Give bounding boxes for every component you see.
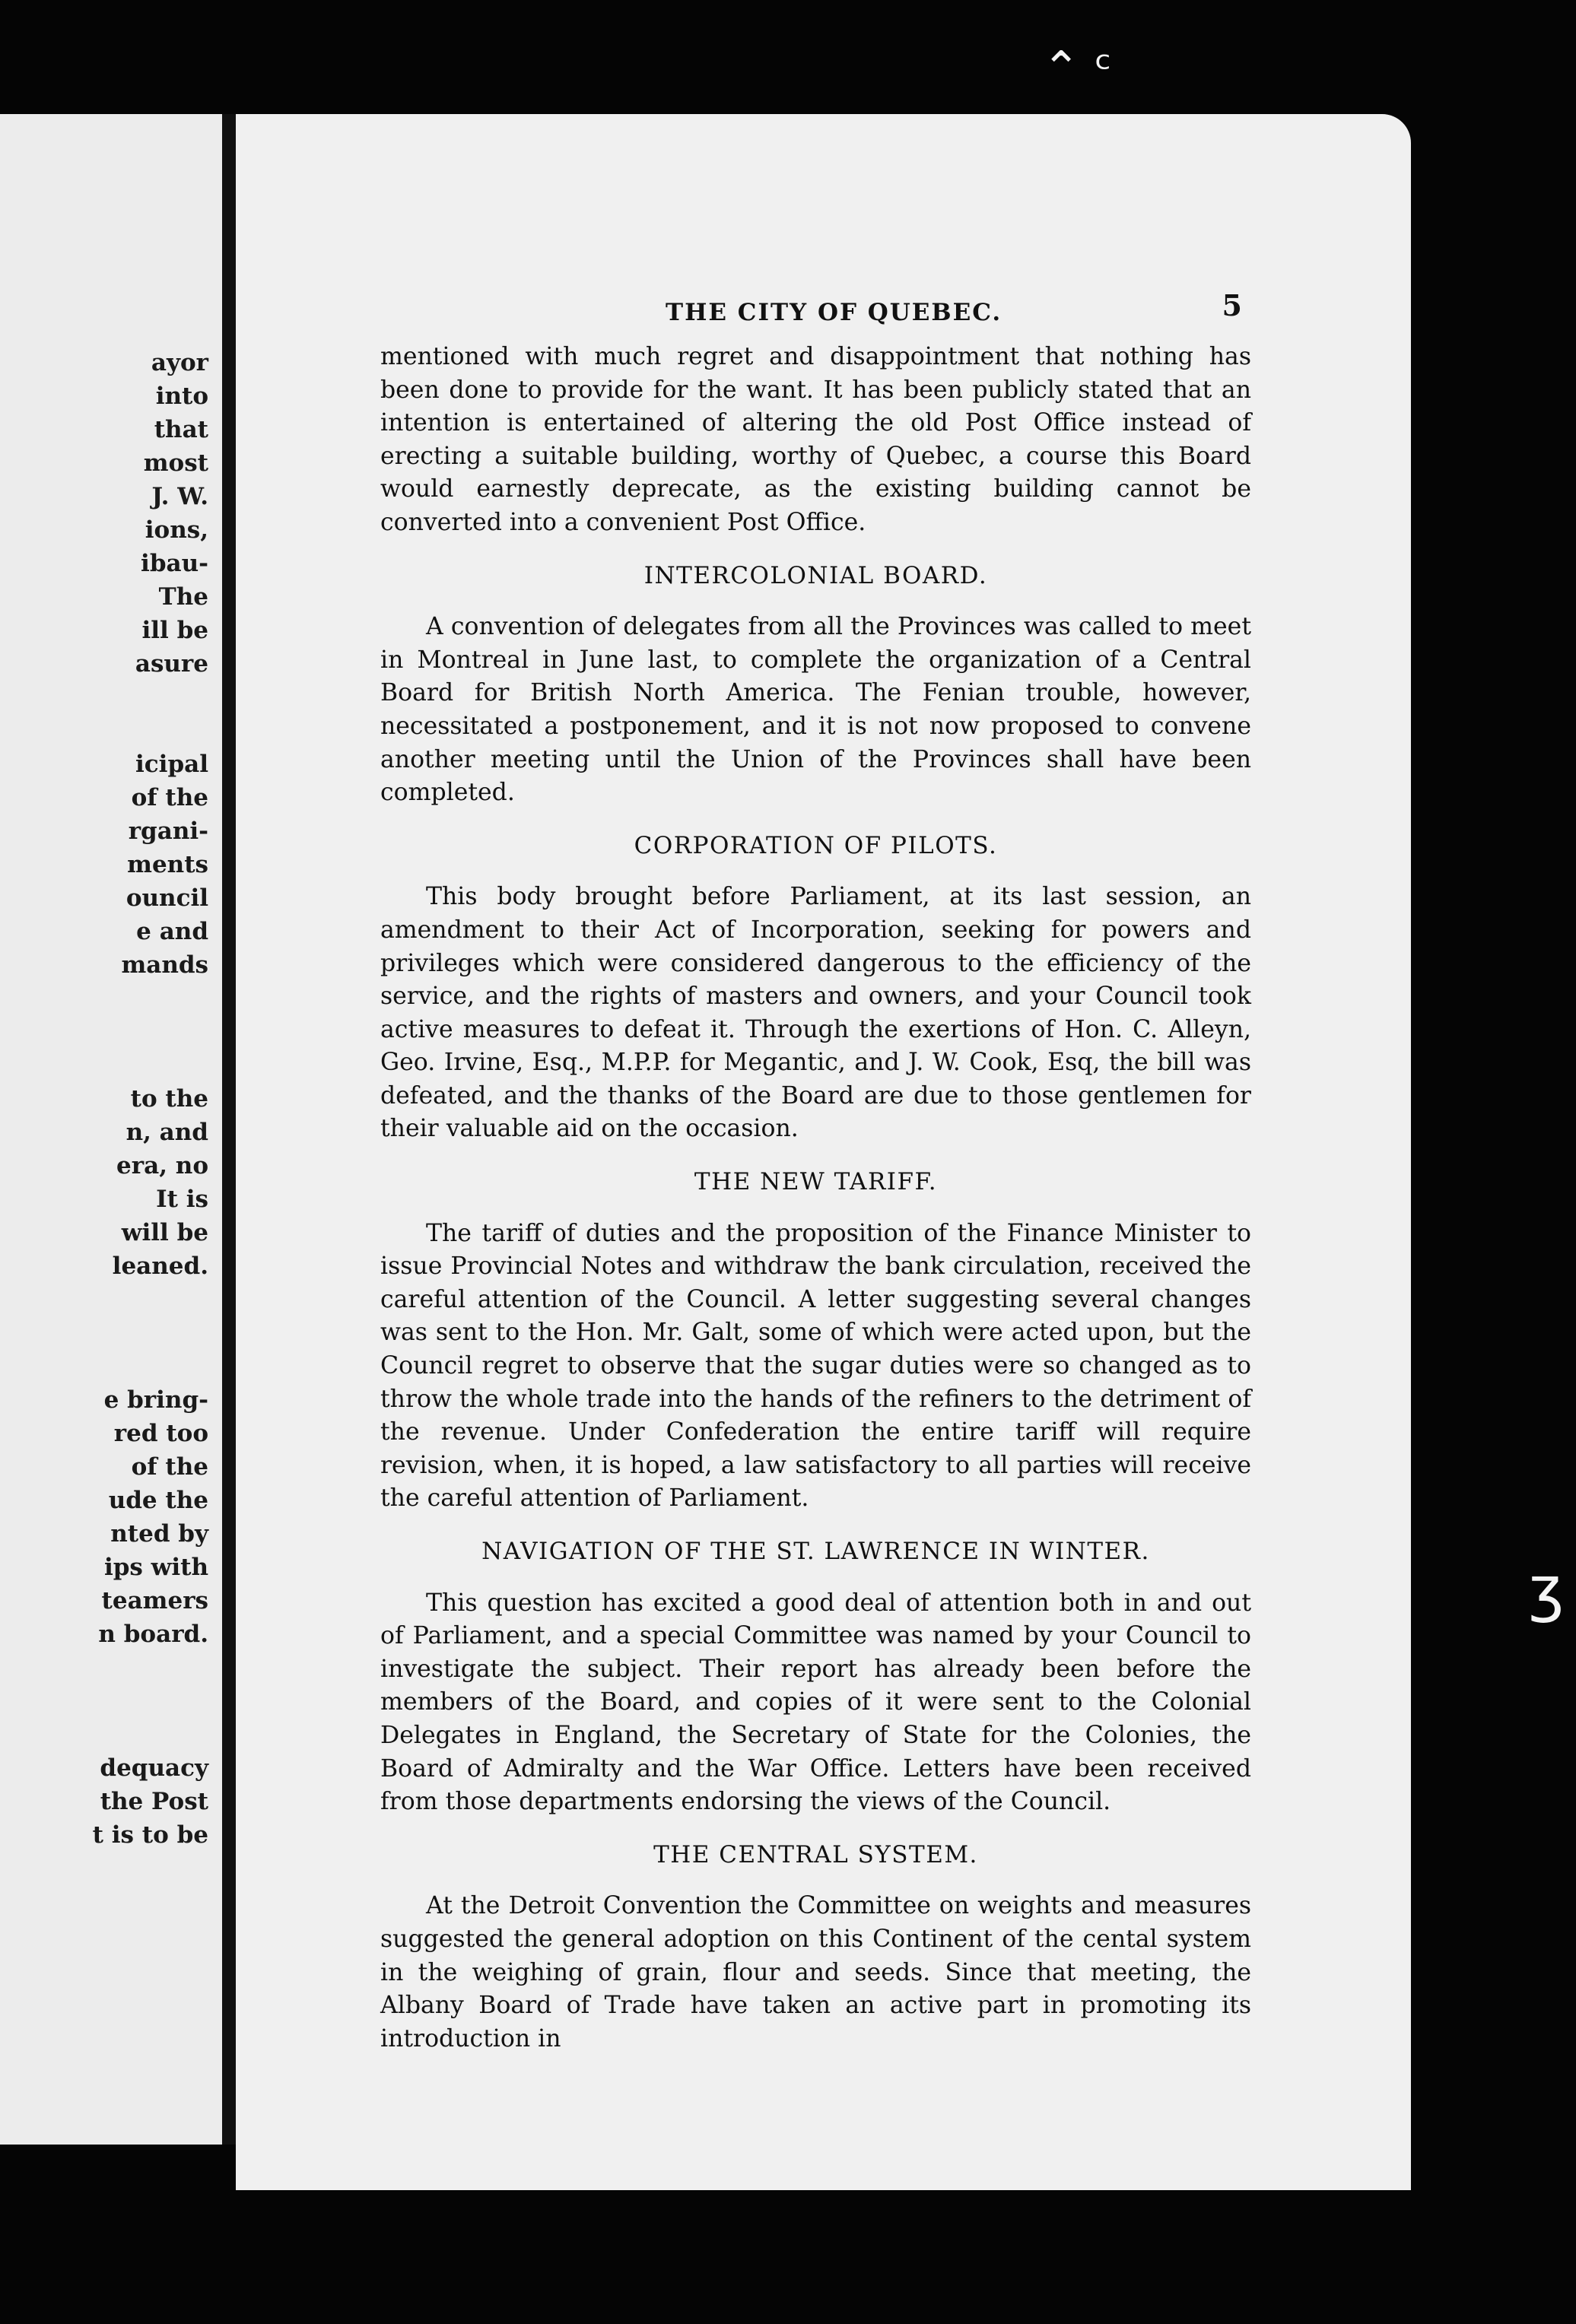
facing-page-line: of the	[131, 784, 208, 811]
facing-page-line	[93, 1316, 208, 1350]
facing-page-line	[93, 714, 208, 748]
facing-page-line: nted by	[110, 1520, 208, 1548]
section-paragraph: A convention of delegates from all the Provinces was called to meet in Montreal in June last, to complete the organization of a Central Board for British North America. The Fenian trouble, however, necessitated a postponement, and it is not now proposed to convene another meeting until the Union of the Provinces shall have been completed.	[380, 613, 1251, 807]
scan-artifact-mark: ʒ	[1529, 1554, 1565, 1624]
book-gutter	[222, 114, 236, 2145]
facing-page-text	[93, 346, 208, 1852]
facing-page-line	[93, 1049, 208, 1082]
facing-page-fragment	[0, 114, 222, 2145]
facing-page-line	[93, 1651, 208, 1684]
section-heading: THE NEW TARIFF.	[694, 1168, 938, 1196]
facing-page-line: to the	[130, 1085, 208, 1113]
section-heading: THE CENTRAL SYSTEM.	[653, 1840, 978, 1868]
facing-page-line	[93, 982, 208, 1015]
facing-page-line: e and	[136, 918, 208, 945]
facing-page-line: will be	[121, 1219, 208, 1246]
facing-page-line: leaned.	[112, 1252, 208, 1280]
facing-page-line: mands	[121, 951, 208, 979]
facing-page-line	[93, 681, 208, 714]
facing-page-line: n, and	[126, 1119, 208, 1146]
facing-page-line: ions,	[145, 516, 208, 544]
facing-page-line: most	[143, 449, 208, 477]
facing-page-line: n board.	[98, 1621, 208, 1648]
facing-page-line: ude the	[108, 1487, 208, 1514]
section-heading: CORPORATION OF PILOTS.	[634, 831, 998, 859]
running-title: THE CITY OF QUEBEC.	[666, 299, 1002, 326]
page-number: 5	[1222, 288, 1244, 322]
facing-page-line: ouncil	[126, 884, 208, 912]
facing-page-line: ayor	[151, 349, 208, 376]
facing-page-line: ibau-	[141, 550, 208, 577]
section-heading: NAVIGATION OF THE ST. LAWRENCE IN WINTER.	[481, 1538, 1150, 1565]
facing-page-line: t is to be	[92, 1821, 208, 1849]
facing-page-line	[93, 1283, 208, 1316]
facing-page-line	[93, 1350, 208, 1383]
facing-page-line: asure	[135, 650, 208, 678]
facing-page-line: It is	[156, 1186, 208, 1213]
running-head	[380, 289, 1251, 327]
facing-page-line: that	[154, 416, 208, 443]
section-heading: INTERCOLONIAL BOARD.	[643, 561, 988, 589]
section-paragraph: This body brought before Parliament, at its last session, an amendment to their Act of Incorporation, seeking for powers and privileges which were considered dangerous to the efficiency of the service, and the rights of masters and owners, and your Council took active measures to defeat it. Through the exertions of Hon. C. Alleyn, Geo. Irvine, Esq., M.P.P. for Megantic, and J. W. Cook, Esq, the bill was defeated, and the thanks of the Board are due to those gentlemen for their valuable aid on the occasion.	[380, 883, 1251, 1143]
facing-page-line: The	[158, 583, 208, 611]
facing-page-line: rgani-	[128, 818, 208, 845]
facing-page-line: of the	[131, 1453, 208, 1481]
facing-page-line: ips with	[103, 1554, 208, 1581]
facing-page-line: into	[155, 383, 208, 410]
facing-page-line	[93, 1684, 208, 1718]
section-paragraph: The tariff of duties and the proposition of the Finance Minister to issue Provincial Notes and withdraw the bank circulation, received the careful attention of the Council. A letter suggesting several changes was sent to the Hon. Mr. Galt, some of which were acted upon, but the Council regret to observe that the sugar duties were so changed as to throw the whole trade into the hands of the refiners to the detriment of the revenue. Under Confederation the entire tariff will require revision, when, it is hoped, a law satisfactory to all parties will receive the careful attention of Parliament.	[380, 1219, 1251, 1513]
facing-page-line: J. W.	[151, 483, 208, 510]
facing-page-line: ill be	[141, 617, 208, 644]
scan-artifact-mark: ⌃ ᶜ	[1042, 42, 1112, 95]
intro-paragraph: mentioned with much regret and disappointment that nothing has been done to provide for the want. It has been publicly stated that an intention is entertained of altering the old Post Office instead of erecting a suitable building, worthy of Quebec, a course this Board would earnestly deprecate, as the existing building cannot be converted into a convenient Post Office.	[380, 343, 1251, 536]
facing-page-line	[93, 1718, 208, 1751]
facing-page-line: red too	[113, 1420, 208, 1447]
facing-page-line: dequacy	[100, 1754, 208, 1782]
section-paragraph: This question has excited a good deal of attention both in and out of Parliament, and a special Committee was named by your Council to investigate the subject. Their report has already been before the members of the Board, and copies of it were sent to the Colonial Delegates in England, the Secretary of State for the Colonies, the Board of Admiralty and the War Office. Letters have been received from those departments endorsing the views of the Council.	[380, 1589, 1251, 1816]
facing-page-line	[93, 1015, 208, 1049]
facing-page-line: the Post	[100, 1788, 208, 1815]
facing-page-line: era, no	[116, 1152, 208, 1179]
facing-page-line: teamers	[101, 1587, 208, 1614]
section-paragraph: At the Detroit Convention the Committee on weights and measures suggested the general adoption on this Continent of the cental system in the weighing of grain, flour and seeds. Since that meeting, the Albany Board of Trade have taken an active part in promoting its introduction in	[380, 1892, 1251, 2053]
facing-page-line: e bring-	[103, 1386, 208, 1414]
facing-page-line: ments	[127, 851, 208, 878]
facing-page-line: icipal	[135, 751, 208, 778]
page-content	[380, 289, 1251, 2056]
